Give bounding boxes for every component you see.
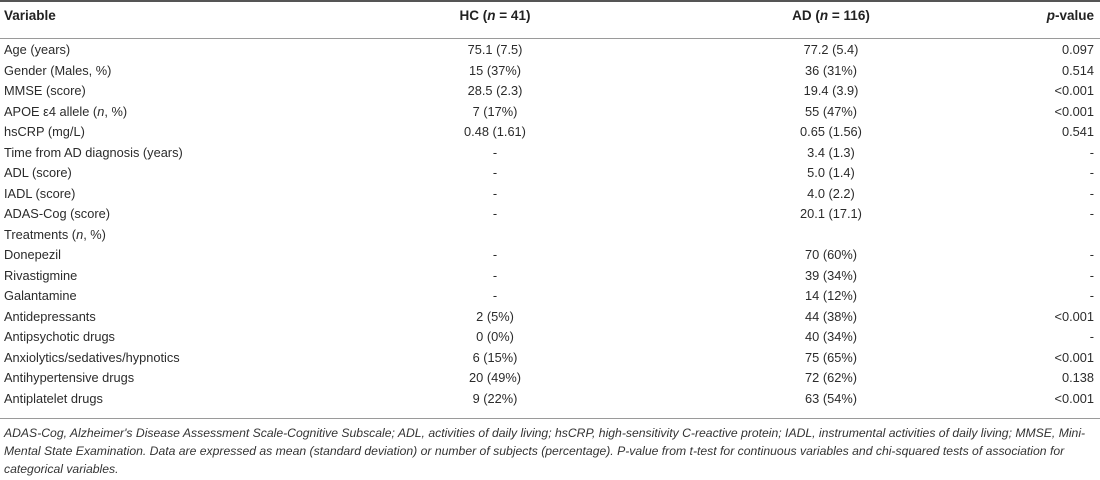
cell-ad: 63 (54%)	[805, 390, 857, 406]
cell-ad: 0.65 (1.56)	[800, 124, 862, 139]
cell-variable: ADAS-Cog (score)	[4, 206, 110, 221]
cell-hc: 6 (15%)	[472, 349, 518, 365]
cell-variable: MMSE (score)	[4, 83, 86, 98]
cell-p-value: -	[1089, 288, 1094, 303]
cell-hc: 9 (22%)	[472, 390, 518, 406]
cell-hc: 0 (0%)	[476, 329, 514, 344]
cell-p-value: -	[1089, 267, 1094, 283]
cell-variable: Gender (Males, %)	[4, 62, 112, 78]
cell-ad: 36 (31%)	[805, 62, 857, 78]
cell-hc: -	[492, 185, 498, 201]
cell-ad: 19.4 (3.9)	[803, 83, 859, 98]
table-row	[0, 286, 1100, 307]
cell-p-value: -	[1089, 206, 1094, 221]
table-row	[0, 163, 1100, 184]
table-row	[0, 102, 1100, 123]
cell-variable: Antiplatelet drugs	[4, 390, 103, 406]
table-row	[0, 204, 1100, 225]
table-row	[0, 348, 1100, 369]
cell-variable: APOE ε4 allele (n, %)	[4, 103, 128, 119]
cell-ad: 14 (12%)	[805, 288, 857, 303]
table-body	[0, 40, 1100, 409]
cell-p-value: 0.541	[1061, 124, 1094, 139]
cell-variable: Antidepressants	[4, 308, 96, 324]
table-row	[0, 184, 1100, 205]
table-row	[0, 266, 1100, 287]
table-footnote: ADAS-Cog, Alzheimer's Disease Assessment Scale-Cognitive Subscale; ADL, activities of daily living; hsCRP, high-sensitivity C-reactive protein; IADL, instrumental activities of daily living; MMSE, Mini-Mental State Examination. Data are expressed as mean (standard deviation) or number of subjects (percentage). P-value from t-test for continuous variables and chi-squared tests of association for categorical variables.	[4, 426, 1086, 476]
cell-variable: Galantamine	[4, 288, 77, 303]
cell-variable: Antihypertensive drugs	[4, 370, 135, 385]
cell-p-value: -	[1089, 329, 1094, 344]
table-row	[0, 40, 1100, 61]
header-variable: Variable	[4, 8, 56, 23]
cell-ad: 44 (38%)	[805, 308, 857, 324]
cell-p-value: -	[1089, 247, 1094, 262]
cell-variable: hsCRP (mg/L)	[4, 124, 85, 139]
cell-hc: 2 (5%)	[476, 308, 514, 324]
cell-hc: 15 (37%)	[469, 62, 521, 78]
header-ad: AD (n = 116)	[792, 8, 870, 23]
cell-hc: 20 (49%)	[469, 370, 521, 385]
cell-variable: Treatments (n, %)	[4, 226, 106, 242]
table-bottom-rule	[0, 418, 1100, 419]
cell-p-value: -	[1089, 165, 1094, 180]
cell-p-value: 0.514	[1061, 62, 1094, 78]
table-row	[0, 327, 1100, 348]
cell-p-value: <0.001	[1054, 83, 1094, 98]
cell-ad: 72 (62%)	[805, 370, 857, 385]
cell-p-value: 0.097	[1061, 42, 1094, 57]
cell-ad: 40 (34%)	[805, 329, 857, 344]
cell-ad: 39 (34%)	[805, 267, 857, 283]
cell-p-value: <0.001	[1054, 390, 1094, 406]
cell-variable: IADL (score)	[4, 185, 76, 201]
cell-hc: -	[492, 267, 498, 283]
header-hc: HC (n = 41)	[459, 8, 531, 23]
cell-p-value: 0.138	[1061, 370, 1094, 385]
cell-hc: -	[492, 165, 498, 180]
cell-variable: ADL (score)	[4, 165, 72, 180]
cell-hc: 75.1 (7.5)	[467, 42, 523, 57]
cell-ad: 77.2 (5.4)	[803, 42, 859, 57]
cell-hc: 7 (17%)	[472, 103, 518, 119]
cell-variable: Antipsychotic drugs	[4, 329, 115, 344]
cell-variable: Age (years)	[4, 42, 71, 57]
cell-ad: 4.0 (2.2)	[807, 185, 855, 201]
cell-ad: 3.4 (1.3)	[807, 144, 855, 160]
cell-hc: -	[492, 247, 498, 262]
cell-hc: 28.5 (2.3)	[467, 83, 523, 98]
cell-p-value: <0.001	[1054, 103, 1094, 119]
cell-ad: 55 (47%)	[805, 103, 857, 119]
table-row	[0, 245, 1100, 266]
table-row	[0, 389, 1100, 410]
header-rule	[0, 38, 1100, 39]
table-row	[0, 81, 1100, 102]
table-row	[0, 307, 1100, 328]
table-row	[0, 122, 1100, 143]
cell-variable: Donepezil	[4, 247, 61, 262]
cell-ad: 20.1 (17.1)	[800, 206, 862, 221]
cell-hc: -	[492, 206, 498, 221]
cell-ad: 5.0 (1.4)	[807, 165, 855, 180]
cell-hc: -	[492, 144, 498, 160]
table-row	[0, 61, 1100, 82]
cell-p-value: <0.001	[1054, 308, 1094, 324]
cell-hc: 0.48 (1.61)	[464, 124, 526, 139]
table-row	[0, 143, 1100, 164]
cell-p-value: -	[1089, 185, 1094, 201]
table-top-rule	[0, 0, 1100, 2]
header-p-value: p-value	[1046, 8, 1094, 23]
table-row	[0, 368, 1100, 389]
cell-ad: 70 (60%)	[805, 247, 857, 262]
cell-variable: Rivastigmine	[4, 267, 78, 283]
cell-ad: 75 (65%)	[805, 349, 857, 365]
cell-p-value: -	[1089, 144, 1094, 160]
cell-hc: -	[492, 288, 498, 303]
table-row	[0, 225, 1100, 246]
cell-variable: Time from AD diagnosis (years)	[4, 144, 183, 160]
cell-p-value: <0.001	[1054, 349, 1094, 365]
cell-variable: Anxiolytics/sedatives/hypnotics	[4, 349, 180, 365]
